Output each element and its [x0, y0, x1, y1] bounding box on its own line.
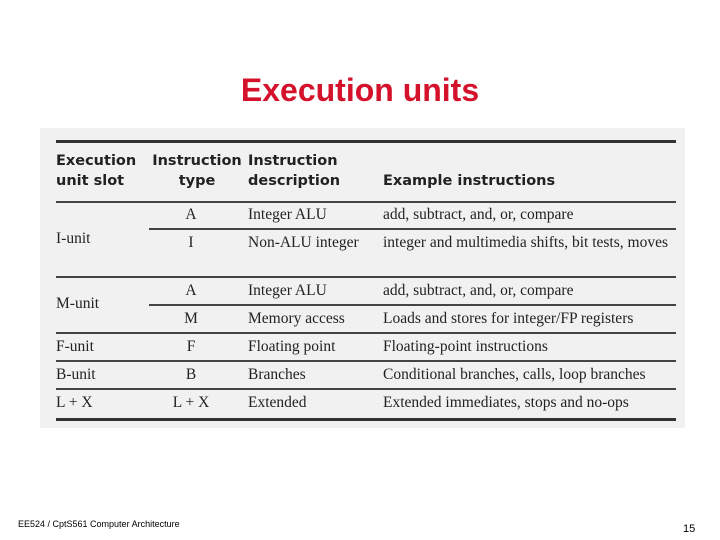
header-type — [152, 151, 242, 191]
row-rule — [149, 228, 676, 230]
row-description: Extended — [248, 394, 307, 411]
row-rule — [56, 360, 676, 362]
footer-course: EE524 / CptS561 Computer Architecture — [18, 519, 180, 529]
row-examples: add, subtract, and, or, compare — [383, 206, 574, 223]
row-rule — [149, 304, 676, 306]
row-type: L + X — [172, 394, 210, 411]
header-description: Instruction description — [248, 153, 341, 189]
row-examples: Extended immediates, stops and no-ops — [383, 394, 629, 411]
header-slot: Execution unit slot — [56, 153, 137, 189]
row-description: Integer ALU — [248, 206, 327, 223]
table-bottom-rule — [56, 418, 676, 421]
row-unit: M-unit — [56, 295, 100, 312]
row-examples: Floating-point instructions — [383, 338, 548, 355]
row-description: Memory access — [248, 310, 345, 327]
header-examples: Example instructions — [383, 173, 556, 189]
row-examples: Loads and stores for integer/FP registers — [383, 310, 634, 327]
row-rule — [56, 332, 676, 334]
row-description: Non-ALU integer — [248, 234, 359, 251]
row-rule — [56, 388, 676, 390]
row-rule — [56, 276, 676, 278]
row-description: Floating point — [248, 338, 336, 355]
row-examples: integer and multimedia shifts, bit tests, moves — [383, 234, 668, 251]
row-unit: L + X — [56, 394, 93, 411]
row-type: M — [184, 310, 198, 327]
row-type: A — [185, 206, 197, 223]
row-unit: B-unit — [56, 366, 96, 383]
row-examples: add, subtract, and, or, compare — [383, 282, 574, 299]
row-examples: Conditional branches, calls, loop branches — [383, 366, 646, 383]
page-number: 15 — [683, 523, 696, 535]
slide-title: Execution units — [240, 72, 480, 108]
row-type: F — [186, 338, 196, 355]
header-type-text: Instruction type — [152, 153, 242, 189]
row-unit: F-unit — [56, 338, 94, 355]
table-top-rule — [56, 140, 676, 143]
row-description: Branches — [248, 366, 306, 383]
header-rule — [56, 201, 676, 203]
row-description: Integer ALU — [248, 282, 327, 299]
row-type: I — [188, 234, 194, 251]
row-type: A — [185, 282, 197, 299]
row-type: B — [185, 366, 197, 383]
row-unit: I-unit — [56, 230, 91, 247]
